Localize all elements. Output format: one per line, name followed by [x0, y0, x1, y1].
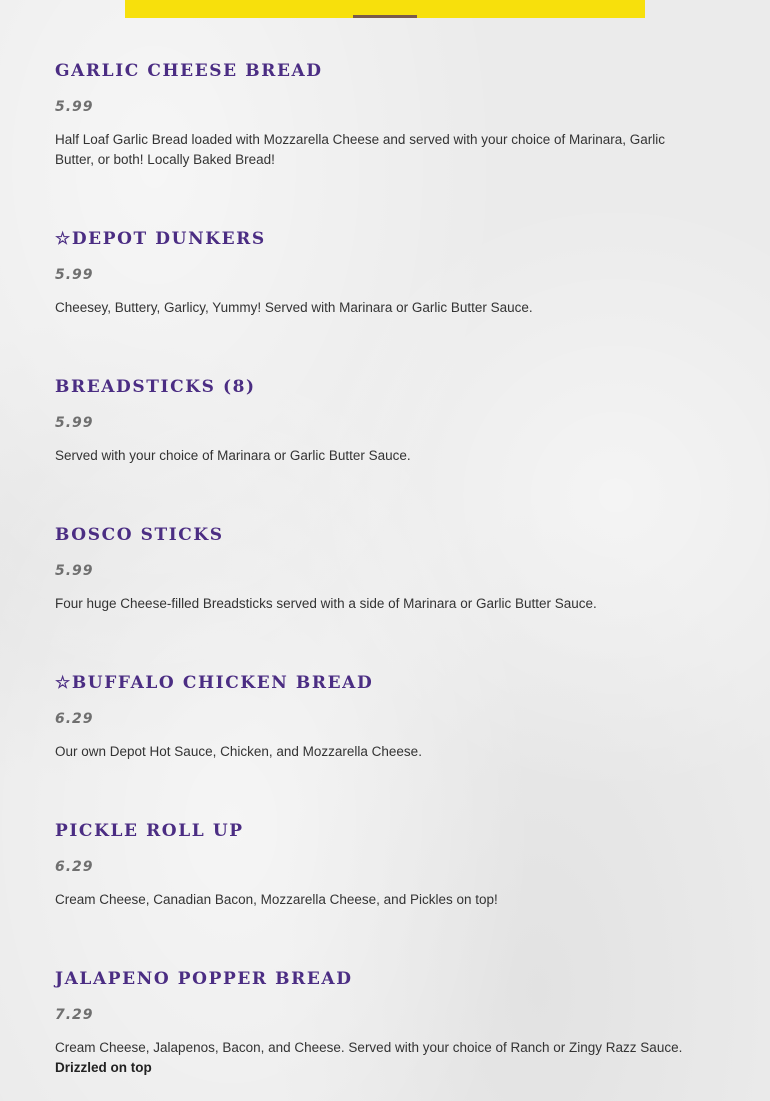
- menu-item-name: GARLIC CHEESE BREAD: [55, 61, 323, 81]
- menu-item-price: 5.99: [55, 415, 94, 431]
- menu-item-price: 5.99: [55, 267, 94, 283]
- menu-item-description: Cheesey, Buttery, Garlicy, Yummy! Served with Marinara or Garlic Butter Sauce.: [55, 300, 533, 315]
- menu-item-description: Cream Cheese, Jalapenos, Bacon, and Cheese. Served with your choice of Ranch or Zingy Razz Sauce.: [55, 1040, 683, 1055]
- menu-item-price: 5.99: [55, 99, 94, 115]
- menu-item-name: JALAPENO POPPER BREAD: [55, 969, 353, 989]
- menu-item-description: Half Loaf Garlic Bread loaded with Mozzarella Cheese and served with your choice of Marinara, Garlic Butter, or both! Locally Baked Bread!: [55, 132, 666, 167]
- header-bar: [125, 0, 645, 18]
- menu-item: [55, 524, 705, 611]
- menu-item-name: PICKLE ROLL UP: [55, 821, 244, 841]
- menu-item-price: 6.29: [55, 859, 94, 875]
- menu-item: [55, 968, 705, 1075]
- active-tab-indicator: [353, 15, 417, 18]
- menu-item: [55, 672, 705, 759]
- menu-item: [55, 376, 705, 463]
- menu-item: [55, 228, 705, 315]
- menu-item-name: ☆BUFFALO CHICKEN BREAD: [55, 673, 374, 693]
- menu-item-description: Our own Depot Hot Sauce, Chicken, and Mozzarella Cheese.: [55, 744, 422, 759]
- menu-item-price: 7.29: [55, 1007, 94, 1023]
- menu-item-description: Four huge Cheese-filled Breadsticks served with a side of Marinara or Garlic Butter Sauce.: [55, 596, 597, 611]
- menu-item: [55, 820, 705, 907]
- menu-item-name: ☆DEPOT DUNKERS: [55, 229, 266, 249]
- menu-item-description: Served with your choice of Marinara or Garlic Butter Sauce.: [55, 448, 411, 463]
- menu-item-price: 6.29: [55, 711, 94, 727]
- menu-item-price: 5.99: [55, 563, 94, 579]
- menu-item-description: Cream Cheese, Canadian Bacon, Mozzarella Cheese, and Pickles on top!: [55, 892, 498, 907]
- menu-item-note: Drizzled on top: [55, 1060, 152, 1075]
- menu-item-name: BREADSTICKS (8): [55, 377, 256, 397]
- menu-item-name: BOSCO STICKS: [55, 525, 224, 545]
- menu-item-description-block: [55, 1038, 705, 1078]
- menu-item: [55, 60, 705, 167]
